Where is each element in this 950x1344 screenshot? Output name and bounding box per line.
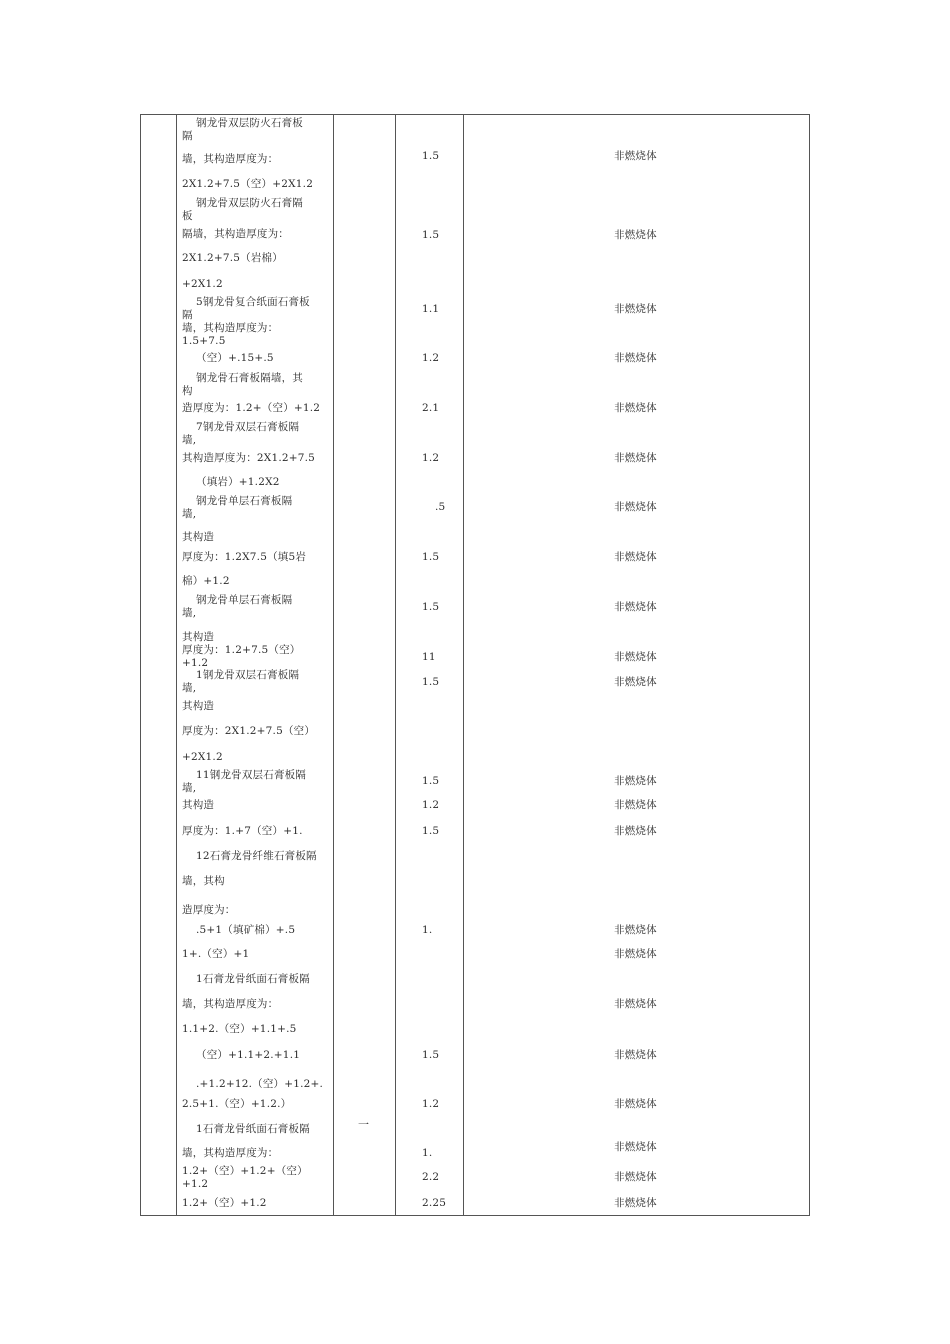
fire-rating-value: 1.	[422, 924, 433, 936]
wall-description: （填岩）+1.2X2	[196, 476, 280, 488]
wall-description: +1.2	[182, 657, 209, 669]
fire-rating-value: 1.5	[422, 150, 440, 162]
wall-description: 隔墙，其构造厚度为：	[182, 228, 289, 240]
fire-rating-value: 2.2	[422, 1171, 440, 1183]
wall-description: 1石膏龙骨纸面石膏板隔	[196, 973, 310, 985]
wall-description: .+1.2+12.（空）+1.2+.	[196, 1078, 324, 1090]
wall-description: 1石膏龙骨纸面石膏板隔	[196, 1123, 310, 1135]
combustibility-result: 非燃烧体	[614, 352, 657, 364]
combustibility-result: 非燃烧体	[614, 150, 657, 162]
wall-description: 墙,	[182, 607, 197, 619]
wall-description: 钢龙骨双层防火石膏板	[196, 117, 303, 129]
column-divider	[176, 114, 177, 1216]
wall-description: 1.2+（空）+1.2+（空）	[182, 1165, 308, 1177]
fire-rating-value: 2.25	[422, 1197, 447, 1209]
combustibility-result: 非燃烧体	[614, 1141, 657, 1153]
wall-description: 钢龙骨石膏板隔墙，其	[196, 372, 303, 384]
combustibility-result: 非燃烧体	[614, 551, 657, 563]
combustibility-result: 非燃烧体	[614, 303, 657, 315]
combustibility-result: 非燃烧体	[614, 601, 657, 613]
fire-rating-value: 1.5	[422, 551, 440, 563]
wall-description: 1+.（空）+1	[182, 948, 250, 960]
column-divider	[395, 114, 396, 1216]
fire-rating-value: .5	[435, 501, 446, 513]
combustibility-result: 非燃烧体	[614, 1049, 657, 1061]
combustibility-result: 非燃烧体	[614, 1171, 657, 1183]
wall-description: +1.2	[182, 1178, 209, 1190]
combustibility-result: 非燃烧体	[614, 1098, 657, 1110]
wall-description: 墙，其构造厚度为：	[182, 1147, 279, 1159]
fire-rating-value: 1.5	[422, 775, 440, 787]
wall-description: 墙，其构造厚度为：	[182, 322, 279, 334]
fire-rating-value: 1.	[422, 1147, 433, 1159]
combustibility-result: 非燃烧体	[614, 825, 657, 837]
wall-description: 2X1.2+7.5（空）+2X1.2	[182, 178, 314, 190]
wall-description: 1.5+7.5	[182, 335, 226, 347]
combustibility-result: 非燃烧体	[614, 229, 657, 241]
fire-rating-value: 1.2	[422, 1098, 440, 1110]
wall-description: .5+1（填矿棉）+.5	[196, 924, 296, 936]
wall-description: 7钢龙骨双层石膏板隔	[196, 421, 300, 433]
combustibility-result: 非燃烧体	[614, 924, 657, 936]
wall-description: 钢龙骨单层石膏板隔	[196, 495, 293, 507]
wall-description: 墙,	[182, 782, 197, 794]
wall-description: 造厚度为：	[182, 904, 236, 916]
fire-rating-value: 1.1	[422, 303, 440, 315]
fire-rating-value: 1.2	[422, 352, 440, 364]
wall-description: 其构造	[182, 631, 215, 643]
wall-description: （空）+.15+.5	[196, 352, 274, 364]
wall-description: +2X1.2	[182, 278, 223, 290]
wall-description: 厚度为：1.2+7.5（空）	[182, 644, 301, 656]
wall-description: 2.5+1.（空）+1.2.）	[182, 1098, 292, 1110]
fire-rating-value: 1.5	[422, 601, 440, 613]
fire-rating-value: 11	[422, 651, 436, 663]
fire-rating-value: 1.2	[422, 799, 440, 811]
wall-description: 11钢龙骨双层石膏板隔	[196, 769, 307, 781]
combustibility-result: 非燃烧体	[614, 452, 657, 464]
fire-rating-value: 1.5	[422, 229, 440, 241]
combustibility-result: 非燃烧体	[614, 998, 657, 1010]
wall-description: 墙，其构	[182, 875, 225, 887]
wall-description: +2X1.2	[182, 751, 223, 763]
fire-rating-value: 1.5	[422, 676, 440, 688]
wall-description: 1.2+（空）+1.2	[182, 1197, 267, 1209]
wall-description: 其构造厚度为：2X1.2+7.5	[182, 452, 316, 464]
wall-description: 墙,	[182, 434, 197, 446]
combustibility-result: 非燃烧体	[614, 651, 657, 663]
fire-rating-value: 1.5	[422, 1049, 440, 1061]
wall-description: （空）+1.1+2.+1.1	[196, 1049, 301, 1061]
combustibility-result: 非燃烧体	[614, 799, 657, 811]
wall-description: 墙,	[182, 682, 197, 694]
combustibility-result: 非燃烧体	[614, 402, 657, 414]
wall-description: 其构造	[182, 531, 215, 543]
wall-description: 5钢龙骨复合纸面石膏板	[196, 296, 310, 308]
fire-rating-value: 1.2	[422, 452, 440, 464]
wall-description: 墙,	[182, 508, 197, 520]
wall-description: 造厚度为：1.2+（空）+1.2	[182, 402, 321, 414]
wall-description: 构	[182, 385, 193, 397]
combustibility-result: 非燃烧体	[614, 948, 657, 960]
fire-rating-value: 2.1	[422, 402, 440, 414]
wall-description: 其构造	[182, 700, 215, 712]
wall-description: 其构造	[182, 799, 215, 811]
wall-description: 墙，其构造厚度为：	[182, 998, 279, 1010]
combustibility-result: 非燃烧体	[614, 501, 657, 513]
wall-description: 厚度为：2X1.2+7.5（空）	[182, 725, 316, 737]
wall-description: 隔	[182, 309, 193, 321]
combustibility-result: 非燃烧体	[614, 775, 657, 787]
wall-description: 厚度为：1.2X7.5（填5岩	[182, 551, 307, 563]
wall-description: 墙，其构造厚度为：	[182, 153, 279, 165]
wall-description: 1.1+2.（空）+1.1+.5	[182, 1023, 297, 1035]
wall-description: 钢龙骨单层石膏板隔	[196, 594, 293, 606]
column-divider	[333, 114, 334, 1216]
wall-description: 1钢龙骨双层石膏板隔	[196, 669, 300, 681]
wall-description: 12石膏龙骨纤维石膏板隔	[196, 850, 317, 862]
combustibility-result: 非燃烧体	[614, 1197, 657, 1209]
wall-description: 棉）+1.2	[182, 575, 230, 587]
wall-description: 钢龙骨双层防火石膏隔	[196, 197, 303, 209]
wall-description: 板	[182, 210, 193, 222]
dash-mark: 一	[358, 1118, 369, 1131]
column-divider	[463, 114, 464, 1216]
wall-description: 隔	[182, 130, 193, 142]
fire-rating-value: 1.5	[422, 825, 440, 837]
wall-description: 厚度为：1.+7（空）+1.	[182, 825, 303, 837]
wall-description: 2X1.2+7.5（岩棉）	[182, 252, 283, 264]
combustibility-result: 非燃烧体	[614, 676, 657, 688]
